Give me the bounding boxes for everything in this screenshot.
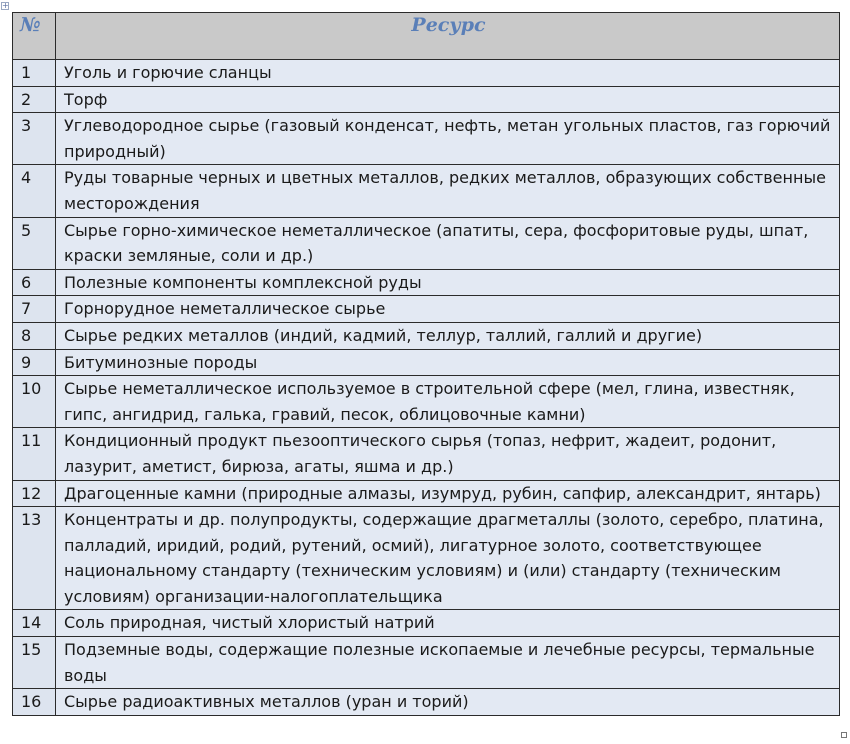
row-number: 13 xyxy=(13,507,56,610)
resource-cell: Уголь и горючие сланцы xyxy=(56,60,840,87)
table-row xyxy=(13,217,840,269)
resource-cell: Соль природная, чистый хлористый натрий xyxy=(56,610,840,637)
resource-cell: Торф xyxy=(56,86,840,113)
table-row xyxy=(13,610,840,637)
table-row xyxy=(13,322,840,349)
table-row xyxy=(13,480,840,507)
row-number: 4 xyxy=(13,165,56,217)
column-header-resource: Ресурс xyxy=(56,13,840,60)
table-move-handle-icon[interactable]: + xyxy=(2,1,9,10)
row-number: 6 xyxy=(13,269,56,296)
resource-cell: Концентраты и др. полупродукты, содержащие драгметаллы (золото, серебро, платина, палладий, иридий, родий, рутений, осмий), лигатурное золото, соответствующее национальному стандарту (техническим условиям) и (или) стандарту (техническим условиям) организации-налогоплательщика xyxy=(56,507,840,610)
resource-cell: Руды товарные черных и цветных металлов, редких металлов, образующих собственные месторождения xyxy=(56,165,840,217)
row-number: 3 xyxy=(13,113,56,165)
table-row xyxy=(13,428,840,480)
resource-cell: Драгоценные камни (природные алмазы, изумруд, рубин, сапфир, александрит, янтарь) xyxy=(56,480,840,507)
row-number: 10 xyxy=(13,376,56,428)
row-number: 15 xyxy=(13,637,56,689)
row-number: 8 xyxy=(13,322,56,349)
table-row xyxy=(13,113,840,165)
row-number: 14 xyxy=(13,610,56,637)
table-row xyxy=(13,296,840,323)
table-header-row xyxy=(13,13,840,60)
row-number: 1 xyxy=(13,60,56,87)
table-row xyxy=(13,60,840,87)
resource-table xyxy=(12,12,840,716)
resource-cell: Кондиционный продукт пьезооптического сырья (топаз, нефрит, жадеит, родонит, лазурит, аметист, бирюза, агаты, яшма и др.) xyxy=(56,428,840,480)
resource-cell: Сырье радиоактивных металлов (уран и торий) xyxy=(56,689,840,716)
table-row xyxy=(13,349,840,376)
column-header-number: № xyxy=(13,13,56,60)
row-number: 9 xyxy=(13,349,56,376)
table-row xyxy=(13,86,840,113)
resource-cell: Горнорудное неметаллическое сырье xyxy=(56,296,840,323)
table-row xyxy=(13,376,840,428)
row-number: 11 xyxy=(13,428,56,480)
resource-cell: Сырье редких металлов (индий, кадмий, теллур, таллий, галлий и другие) xyxy=(56,322,840,349)
table-row xyxy=(13,165,840,217)
resource-cell: Битуминозные породы xyxy=(56,349,840,376)
row-number: 16 xyxy=(13,689,56,716)
table-body xyxy=(13,60,840,716)
table-row xyxy=(13,637,840,689)
row-number: 5 xyxy=(13,217,56,269)
table-row xyxy=(13,507,840,610)
row-number: 12 xyxy=(13,480,56,507)
resource-cell: Подземные воды, содержащие полезные ископаемые и лечебные ресурсы, термальные воды xyxy=(56,637,840,689)
resource-cell: Сырье горно-химическое неметаллическое (апатиты, сера, фосфоритовые руды, шпат, краски земляные, соли и др.) xyxy=(56,217,840,269)
row-number: 7 xyxy=(13,296,56,323)
resource-cell: Сырье неметаллическое используемое в строительной сфере (мел, глина, известняк, гипс, ангидрид, галька, гравий, песок, облицовочные камни) xyxy=(56,376,840,428)
row-number: 2 xyxy=(13,86,56,113)
table-row xyxy=(13,689,840,716)
resource-cell: Углеводородное сырье (газовый конденсат, нефть, метан угольных пластов, газ горючий природный) xyxy=(56,113,840,165)
table-row xyxy=(13,269,840,296)
resource-cell: Полезные компоненты комплексной руды xyxy=(56,269,840,296)
table-resize-handle-icon[interactable] xyxy=(841,732,847,738)
